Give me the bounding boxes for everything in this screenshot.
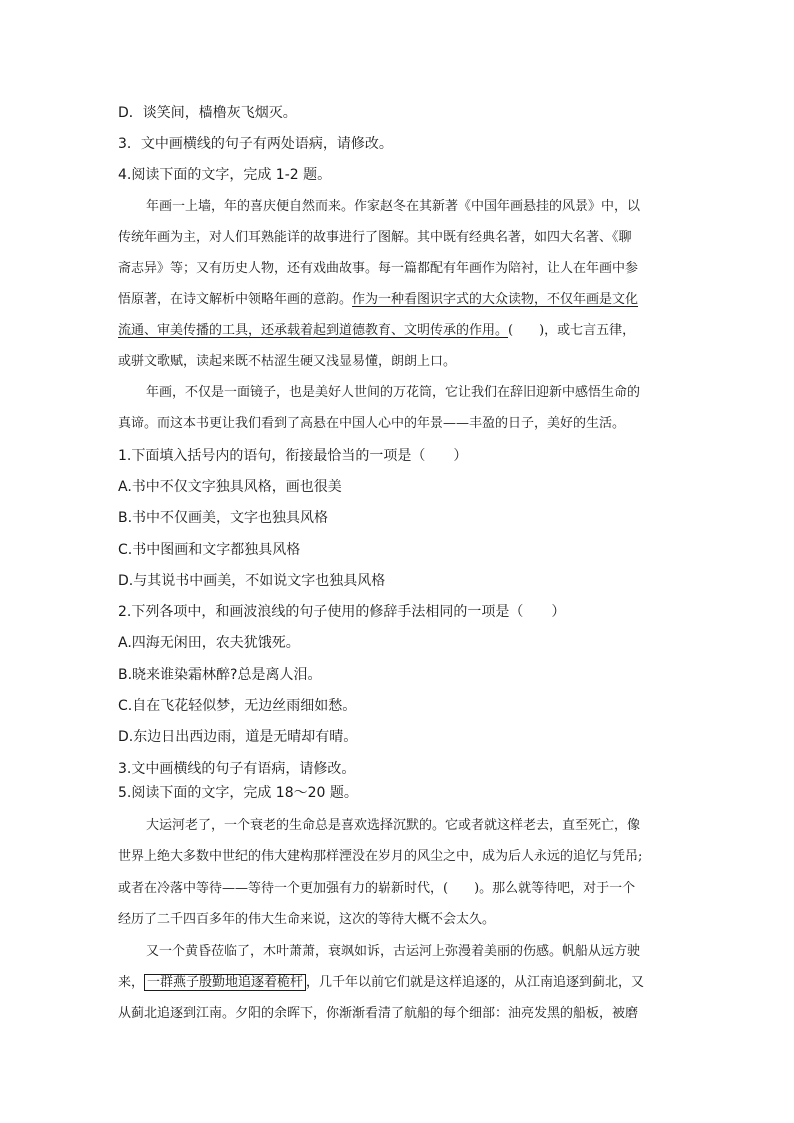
passage4-line: 传统年画为主，对人们耳熟能详的故事进行了图解。其中既有经典名著，如四大名著、《聊 xyxy=(118,230,632,245)
question-1-option-d: D.与其说书中画美，不如说文字也独具风格 xyxy=(118,573,386,589)
underlined-sentence: 作为一种看图识字式的大众读物，不仅年画是文化 xyxy=(352,292,639,307)
passage4-line: 真谛。而这本书更让我们看到了高悬在中国人心中的年景——丰盈的日子，美好的生活。 xyxy=(118,416,626,431)
question-1-option-b: B.书中不仅画美，文字也独具风格 xyxy=(118,510,329,526)
passage4-text: ( )，或七言五律， xyxy=(508,323,636,338)
question-3-prompt: 3.文中画横线的句子有语病，请修改。 xyxy=(118,761,356,777)
passage5-line xyxy=(118,974,644,992)
passage5-line: 或者在冷落中等待——等待一个更加强有力的崭新时代，( )。那么就等待吧，对于一个 xyxy=(118,881,636,896)
question-1-option-a: A.书中不仅文字独具风格，画也很美 xyxy=(118,479,342,495)
passage4-line: 斋志异》等；又有历史人物，还有戏曲故事。每一篇都配有年画作为陪衬，让人在年画中参 xyxy=(118,261,639,276)
question-2-option-b: B.晓来谁染霜林醉?总是离人泪。 xyxy=(118,667,322,683)
passage5-line: 又一个黄昏莅临了，木叶萧萧，衰飒如诉，古运河上弥漫着美丽的伤感。帆船从远方驶 xyxy=(146,944,641,959)
passage5-text: 来， xyxy=(118,975,145,990)
passage4-text: 悟原著，在诗文解析中领略年画的意韵。 xyxy=(118,292,353,307)
passage5-text: ，几千年以前它们就是这样追逐的，从江南追逐到蓟北，又 xyxy=(306,975,645,990)
question-1-prompt: 1.下面填入括号内的语句，衔接最恰当的一项是（ ） xyxy=(118,448,468,464)
section-4-heading: 4.阅读下面的文字，完成 1-2 题。 xyxy=(118,167,332,183)
question-1-option-c: C.书中图画和文字都独具风格 xyxy=(118,542,301,558)
question-3-prompt: 3．文中画横线的句子有两处语病，请修改。 xyxy=(118,136,393,152)
question-2-option-c: C.自在飞花轻似梦，无边丝雨细如愁。 xyxy=(118,698,357,714)
passage4-line: 年画，不仅是一面镜子，也是美好人世间的万花筒，它让我们在辞旧迎新中感悟生命的 xyxy=(146,385,641,400)
passage5-line: 经历了二千四百多年的伟大生命来说，这次的等待大概不会太久。 xyxy=(118,912,496,927)
passage5-line: 大运河老了，一个衰老的生命总是喜欢选择沉默的。它或者就这样老去，直至死亡，像 xyxy=(146,818,641,833)
question-2-option-d: D.东边日出西边雨，道是无晴却有晴。 xyxy=(118,729,358,745)
passage4-line: 年画一上墙，年的喜庆便自然而来。作家赵冬在其新著《中国年画悬挂的风景》中，以 xyxy=(146,199,641,214)
boxed-sentence: 一群燕子殷勤地追逐着桅杆 xyxy=(144,974,306,991)
option-d-line: D．谈笑间，樯橹灰飞烟灭。 xyxy=(118,105,297,121)
question-2-option-a: A.四海无闲田，农夫犹饿死。 xyxy=(118,635,300,651)
passage4-line xyxy=(118,322,635,340)
passage5-line: 从蓟北追逐到江南。夕阳的余晖下，你渐渐看清了航船的每个细部：油亮发黑的船板，被磨 xyxy=(118,1006,639,1021)
underlined-sentence: 流通、审美传播的工具，还承载着起到道德教育、文明传承的作用。 xyxy=(118,323,509,338)
question-2-prompt: 2.下列各项中，和画波浪线的句子使用的修辞手法相同的一项是（ ） xyxy=(118,604,566,620)
passage4-line: 或骈文歌赋，读起来既不枯涩生硬又浅显易懂，朗朗上口。 xyxy=(118,354,457,369)
passage4-line xyxy=(118,291,638,309)
passage5-line: 世界上绝大多数中世纪的伟大建构那样湮没在岁月的风尘之中，成为后人永远的追忆与凭吊; xyxy=(118,849,643,864)
section-5-heading: 5.阅读下面的文字，完成 18～20 题。 xyxy=(118,785,358,801)
